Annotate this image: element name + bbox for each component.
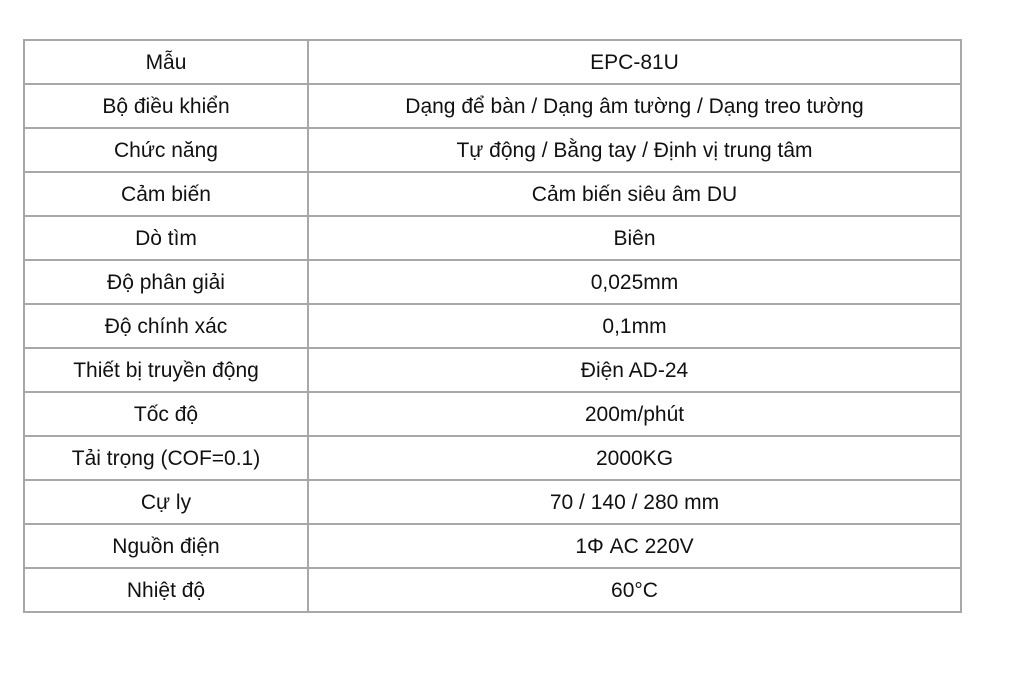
table-row	[25, 393, 960, 437]
spec-value: Cảm biến siêu âm DU	[309, 173, 960, 217]
table-row	[25, 305, 960, 349]
table-row	[25, 173, 960, 217]
spec-label: Chức năng	[25, 129, 309, 173]
spec-label: Tốc độ	[25, 393, 309, 437]
spec-label: Tải trọng (COF=0.1)	[25, 437, 309, 481]
spec-value: 0,025mm	[309, 261, 960, 305]
spec-label: Độ phân giải	[25, 261, 309, 305]
table-row	[25, 437, 960, 481]
table-row	[25, 349, 960, 393]
spec-value: 1Φ AC 220V	[309, 525, 960, 569]
spec-label: Dò tìm	[25, 217, 309, 261]
spec-value: 0,1mm	[309, 305, 960, 349]
table-row	[25, 217, 960, 261]
table-row	[25, 129, 960, 173]
table-row	[25, 41, 960, 85]
table-row	[25, 261, 960, 305]
spec-label: Cự ly	[25, 481, 309, 525]
spec-label: Thiết bị truyền động	[25, 349, 309, 393]
spec-value: 60°C	[611, 578, 658, 602]
spec-label: Bộ điều khiển	[25, 85, 309, 129]
table-row	[25, 85, 960, 129]
spec-value: 200m/phút	[309, 393, 960, 437]
table-row	[25, 481, 960, 525]
spec-value: 70 / 140 / 280 mm	[309, 481, 960, 525]
spec-value: Biên	[309, 217, 960, 261]
spec-label: Nguồn điện	[25, 525, 309, 569]
table-row	[25, 525, 960, 569]
spec-label: Nhiệt độ	[25, 569, 309, 611]
spec-value: Tự động / Bằng tay / Định vị trung tâm	[309, 129, 960, 173]
spec-table	[23, 39, 962, 613]
spec-value: Điện AD-24	[309, 349, 960, 393]
spec-value: Dạng để bàn / Dạng âm tường / Dạng treo tường	[309, 85, 960, 129]
table-row	[25, 569, 960, 611]
spec-value: 2000KG	[309, 437, 960, 481]
spec-value: EPC-81U	[309, 41, 960, 85]
spec-label: Độ chính xác	[25, 305, 309, 349]
spec-label: Mẫu	[25, 41, 309, 85]
spec-label: Cảm biến	[25, 173, 309, 217]
